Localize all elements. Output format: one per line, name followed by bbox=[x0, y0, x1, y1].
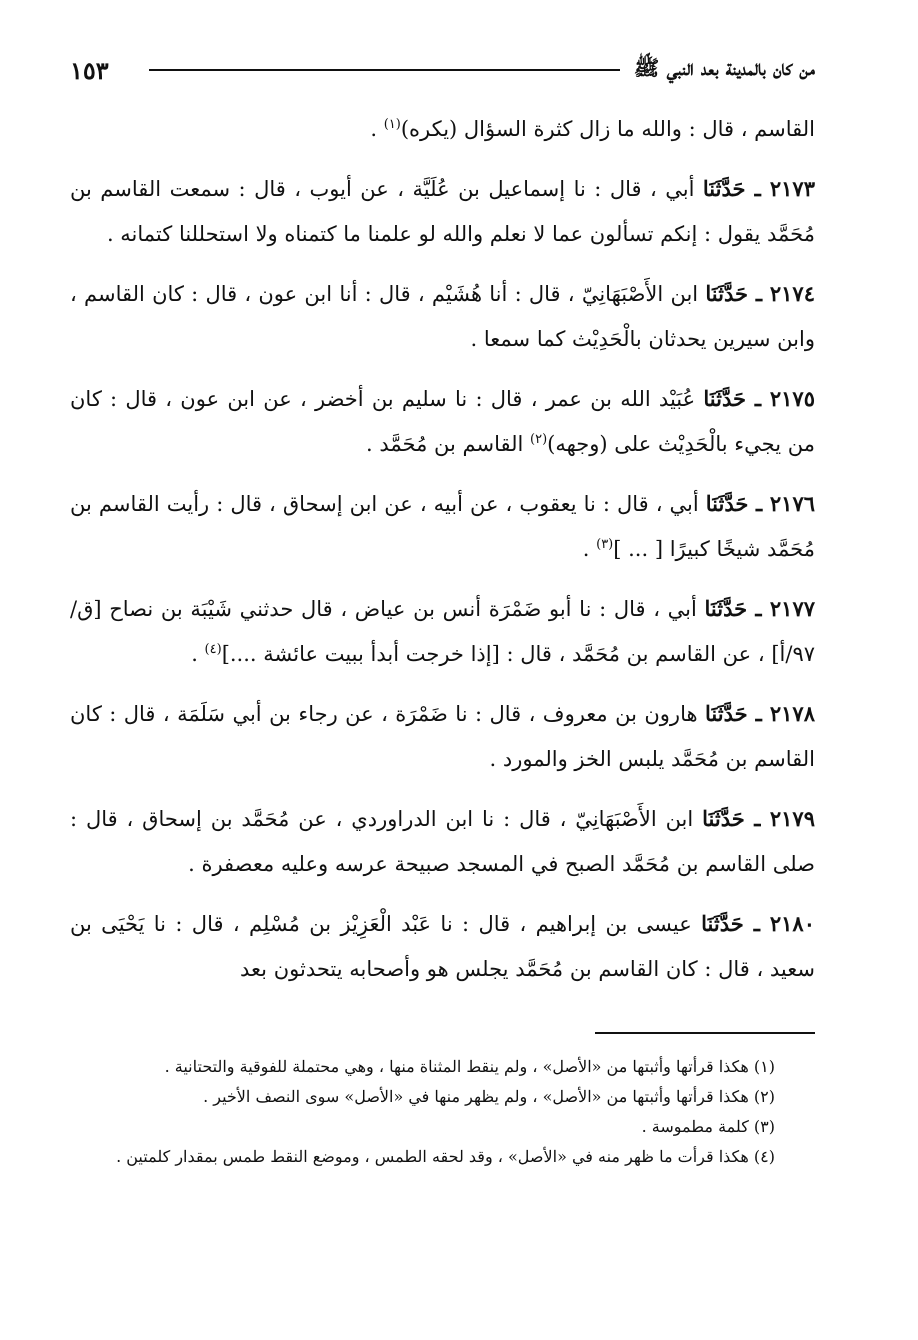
hadith-number: ٢١٧٥ ـ bbox=[745, 386, 815, 411]
footnote: (١) هكذا قرأتها وأثبتها من «الأصل» ، ولم ينقط المثناة منها ، وهي محتملة للفوقية والتحتانية . bbox=[164, 1057, 775, 1076]
hadith-number: ٢١٧٩ ـ bbox=[744, 806, 815, 831]
paragraph-tail: القاسم بن مُحَمَّد . bbox=[366, 432, 531, 456]
paragraph bbox=[70, 901, 815, 992]
haddathana-word: حَدَّثَنَا bbox=[701, 911, 744, 936]
paragraph-tail: . bbox=[370, 117, 384, 141]
running-title: من كان بالمدينة بعد النبي ﷺ bbox=[633, 54, 815, 80]
footnote-separator bbox=[595, 1032, 815, 1034]
paragraph-text: عيسى بن إبراهيم ، قال : نا عَبْد الْعَزِيْز بن مُسْلِم ، قال : نا يَحْيَى بن سعيد ، قال : كان القاسم بن مُحَمَّد يجلس هو وأصحابه يتحدثون بعد bbox=[70, 912, 815, 981]
paragraph bbox=[70, 691, 815, 782]
footnote: (٤) هكذا قرأت ما ظهر منه في «الأصل» ، وقد لحقه الطمس ، وموضع النقط طمس بمقدار كلمتين . bbox=[116, 1147, 775, 1166]
hadith-number: ٢١٧٦ ـ bbox=[748, 491, 816, 516]
hadith-number: ٢١٧٣ ـ bbox=[745, 176, 815, 201]
body-text bbox=[70, 106, 815, 992]
paragraph-text: ابن الأَصْبَهَانِيّ ، قال : أنا هُشَيْم ، قال : أنا ابن عون ، قال : كان القاسم ، وابن سيرين يحدثان بالْحَدِيْث كما سمعا . bbox=[70, 282, 815, 351]
footnote: (٣) كلمة مطموسة . bbox=[641, 1117, 775, 1136]
paragraph bbox=[70, 586, 815, 677]
paragraph-text: القاسم ، قال : والله ما زال كثرة السؤال (يكره) bbox=[400, 117, 815, 141]
header-rule bbox=[149, 69, 620, 71]
paragraph-text: ابن الأَصْبَهَانِيّ ، قال : نا ابن الدراوردي ، عن مُحَمَّد بن إسحاق ، قال : صلى القاسم بن مُحَمَّد الصبح في المسجد صبيحة عرسه وعليه معصفرة . bbox=[70, 807, 815, 876]
page-number: ١٥٣ bbox=[70, 55, 109, 85]
paragraph-text: أبي ، قال : نا إسماعيل بن عُلَيَّة ، عن أيوب ، قال : سمعت القاسم بن مُحَمَّد يقول : إنكم تسألون عما لا نعلم والله لو علمنا ما كتمناه ولا استحللنا كتمانه . bbox=[70, 177, 815, 246]
paragraph-tail: . bbox=[191, 642, 205, 666]
haddathana-word: حَدَّثَنَا bbox=[702, 176, 746, 201]
hadith-number: ٢١٨٠ ـ bbox=[743, 911, 815, 936]
paragraph bbox=[70, 271, 815, 362]
paragraph-text: عُبَيْد الله بن عمر ، قال : نا سليم بن أخضر ، عن ابن عون ، قال : كان من يجيء بالْحَدِيْث على (وجهه) bbox=[70, 387, 815, 456]
paragraph bbox=[70, 481, 815, 572]
footnote-ref: (٤) bbox=[204, 642, 222, 657]
book-page bbox=[70, 48, 815, 1172]
haddathana-word: حَدَّثَنَا bbox=[703, 386, 746, 411]
haddathana-word: حَدَّثَنَا bbox=[704, 596, 748, 621]
hadith-number: ٢١٧٧ ـ bbox=[747, 596, 816, 621]
footnote: (٢) هكذا قرأتها وأثبتها من «الأصل» ، ولم يظهر منها في «الأصل» سوى النصف الأخير . bbox=[203, 1087, 775, 1106]
footnote-ref: (٢) bbox=[530, 432, 548, 447]
haddathana-word: حَدَّثَنَا bbox=[705, 491, 749, 516]
paragraph-text: أبي ، قال : نا أبو ضَمْرَة أنس بن عياض ، قال حدثني شَيْبَة بن نصاح [ق/٩٧/أ] ، عن القاسم بن مُحَمَّد ، قال : [إذا خرجت أبدأ ببيت عائشة ....] bbox=[70, 597, 815, 666]
hadith-number: ٢١٧٨ ـ bbox=[747, 701, 815, 726]
hadith-number: ٢١٧٤ ـ bbox=[747, 281, 815, 306]
footnotes bbox=[70, 1052, 815, 1172]
paragraph bbox=[70, 106, 815, 152]
paragraph-text: أبي ، قال : نا يعقوب ، عن أبيه ، عن ابن إسحاق ، قال : رأيت القاسم بن مُحَمَّد شيخًا كبيرًا [ ... ] bbox=[70, 492, 815, 561]
haddathana-word: حَدَّثَنَا bbox=[704, 701, 748, 726]
haddathana-word: حَدَّثَنَا bbox=[702, 806, 745, 831]
haddathana-word: حَدَّثَنَا bbox=[705, 281, 748, 306]
footnote-ref: (٣) bbox=[596, 537, 614, 552]
paragraph bbox=[70, 376, 815, 467]
paragraph bbox=[70, 796, 815, 887]
paragraph-tail: . bbox=[582, 537, 597, 561]
running-header bbox=[70, 48, 815, 92]
footnote-ref: (١) bbox=[383, 117, 401, 132]
paragraph-text: هارون بن معروف ، قال : نا ضَمْرَة ، عن رجاء بن أبي سَلَمَة ، قال : كان القاسم بن مُحَمَّد يلبس الخز والمورد . bbox=[70, 702, 815, 771]
paragraph bbox=[70, 166, 815, 257]
